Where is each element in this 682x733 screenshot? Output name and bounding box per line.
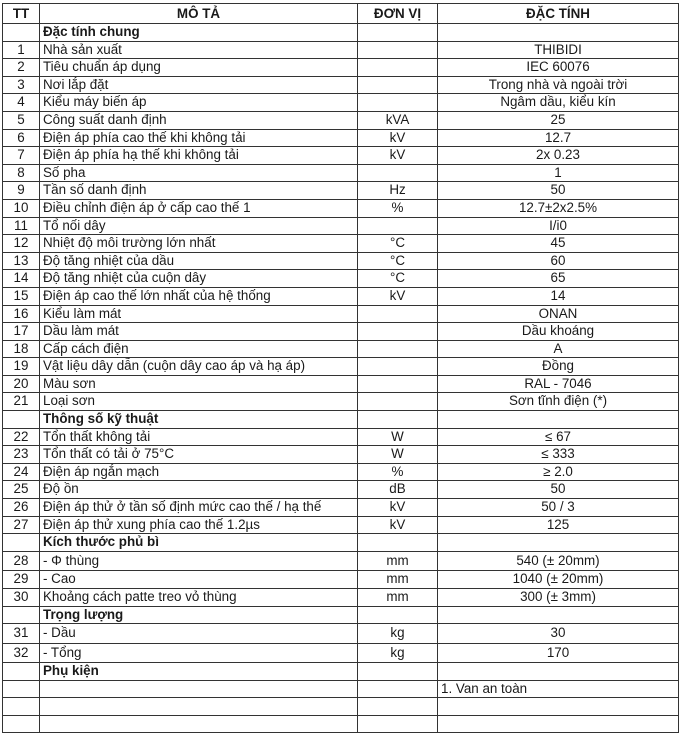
- row-unit: kV: [358, 287, 438, 305]
- row-number: 22: [3, 428, 40, 446]
- row-description: [40, 698, 358, 716]
- table-row: [3, 428, 679, 446]
- row-number: 4: [3, 94, 40, 112]
- row-number: 28: [3, 551, 40, 571]
- row-unit: [358, 164, 438, 182]
- row-number: 16: [3, 305, 40, 323]
- row-unit: [358, 59, 438, 77]
- row-description: Nơi lắp đặt: [40, 76, 358, 94]
- row-description: Điện áp phía hạ thế khi không tải: [40, 147, 358, 165]
- row-description: Khoảng cách patte treo vỏ thùng: [40, 588, 358, 606]
- row-unit: kV: [358, 147, 438, 165]
- row-number: [3, 24, 40, 42]
- row-description: Điều chỉnh điện áp ở cấp cao thế 1: [40, 199, 358, 217]
- row-number: 5: [3, 111, 40, 129]
- row-unit: [358, 94, 438, 112]
- row-number: 32: [3, 643, 40, 663]
- table-row: [3, 375, 679, 393]
- row-unit: Hz: [358, 182, 438, 200]
- row-description: Độ tăng nhiệt của cuộn dây: [40, 270, 358, 288]
- row-specification: 25: [438, 111, 679, 129]
- row-description: Nhà sản xuất: [40, 41, 358, 59]
- row-specification: [438, 698, 679, 716]
- row-description: - Cao: [40, 571, 358, 589]
- row-unit: %: [358, 463, 438, 481]
- row-specification: 12.7±2x2.5%: [438, 199, 679, 217]
- row-specification: Dầu khoáng: [438, 323, 679, 341]
- row-description: Số pha: [40, 164, 358, 182]
- row-specification: [438, 534, 679, 552]
- row-specification: 30: [438, 624, 679, 644]
- row-number: 30: [3, 588, 40, 606]
- row-unit: mm: [358, 588, 438, 606]
- row-number: [3, 606, 40, 624]
- row-specification: [438, 411, 679, 429]
- row-description: Điện áp cao thế lớn nhất của hệ thống: [40, 287, 358, 305]
- row-number: 25: [3, 481, 40, 499]
- row-unit: kg: [358, 643, 438, 663]
- table-row: [3, 76, 679, 94]
- row-specification: 1. Van an toàn: [438, 680, 679, 698]
- row-specification: ONAN: [438, 305, 679, 323]
- table-row: [3, 588, 679, 606]
- row-specification: 125: [438, 516, 679, 534]
- row-specification: [438, 663, 679, 681]
- table-row: [3, 516, 679, 534]
- row-number: [3, 534, 40, 552]
- row-specification: 1040 (± 20mm): [438, 571, 679, 589]
- row-number: 6: [3, 129, 40, 147]
- table-row: [3, 481, 679, 499]
- row-unit: [358, 606, 438, 624]
- row-unit: °C: [358, 235, 438, 253]
- row-unit: [358, 393, 438, 411]
- row-number: [3, 663, 40, 681]
- table-row: [3, 164, 679, 182]
- table-row: [3, 393, 679, 411]
- row-description: Cấp cách điện: [40, 340, 358, 358]
- row-unit: [358, 698, 438, 716]
- row-description: Nhiệt độ môi trường lớn nhất: [40, 235, 358, 253]
- row-unit: kV: [358, 516, 438, 534]
- row-number: 13: [3, 252, 40, 270]
- row-specification: I/i0: [438, 217, 679, 235]
- row-number: 14: [3, 270, 40, 288]
- row-description: Điện áp thử ở tần số định mức cao thế / hạ thế: [40, 499, 358, 517]
- header-tt: TT: [3, 4, 40, 24]
- row-description: Dầu làm mát: [40, 323, 358, 341]
- row-number: 2: [3, 59, 40, 77]
- row-description: Độ ồn: [40, 481, 358, 499]
- row-number: 7: [3, 147, 40, 165]
- row-specification: 1: [438, 164, 679, 182]
- table-row: [3, 499, 679, 517]
- row-number: 10: [3, 199, 40, 217]
- section-title: Phụ kiện: [40, 663, 358, 681]
- row-specification: A: [438, 340, 679, 358]
- row-specification: THIBIDI: [438, 41, 679, 59]
- row-unit: [358, 41, 438, 59]
- row-description: Tổn thất có tải ở 75°C: [40, 446, 358, 464]
- row-unit: [358, 340, 438, 358]
- table-row: [3, 624, 679, 644]
- row-number: 17: [3, 323, 40, 341]
- row-specification: 65: [438, 270, 679, 288]
- row-unit: [358, 663, 438, 681]
- spec-sheet: [2, 3, 678, 729]
- row-number: [3, 698, 40, 716]
- table-row: [3, 59, 679, 77]
- row-number: 21: [3, 393, 40, 411]
- row-unit: [358, 358, 438, 376]
- row-specification: 45: [438, 235, 679, 253]
- table-row: [3, 235, 679, 253]
- table-row: [3, 323, 679, 341]
- row-number: 23: [3, 446, 40, 464]
- row-specification: [438, 715, 679, 733]
- row-unit: [358, 217, 438, 235]
- row-number: 24: [3, 463, 40, 481]
- row-description: Công suất danh định: [40, 111, 358, 129]
- table-row: [3, 680, 679, 698]
- row-unit: [358, 411, 438, 429]
- row-unit: °C: [358, 270, 438, 288]
- row-specification: 2x 0.23: [438, 147, 679, 165]
- header-specification: ĐẶC TÍNH: [438, 4, 679, 24]
- table-row: [3, 270, 679, 288]
- row-number: [3, 411, 40, 429]
- row-description: Tần số danh định: [40, 182, 358, 200]
- row-specification: 14: [438, 287, 679, 305]
- table-header-row: [3, 4, 679, 24]
- row-description: Kiểu làm mát: [40, 305, 358, 323]
- row-unit: W: [358, 446, 438, 464]
- row-specification: ≥ 2.0: [438, 463, 679, 481]
- row-number: 1: [3, 41, 40, 59]
- row-description: Màu sơn: [40, 375, 358, 393]
- header-description: MÔ TẢ: [40, 4, 358, 24]
- row-specification: Ngâm dầu, kiểu kín: [438, 94, 679, 112]
- row-specification: 300 (± 3mm): [438, 588, 679, 606]
- table-row: [3, 94, 679, 112]
- row-description: Điện áp ngắn mạch: [40, 463, 358, 481]
- row-unit: %: [358, 199, 438, 217]
- table-row: [3, 715, 679, 733]
- row-specification: ≤ 333: [438, 446, 679, 464]
- table-row: [3, 463, 679, 481]
- table-row: [3, 217, 679, 235]
- row-unit: dB: [358, 481, 438, 499]
- section-title: Kích thước phủ bì: [40, 534, 358, 552]
- row-unit: W: [358, 428, 438, 446]
- row-number: 26: [3, 499, 40, 517]
- spec-table: [2, 3, 679, 733]
- row-number: 18: [3, 340, 40, 358]
- row-specification: 50: [438, 481, 679, 499]
- row-number: 15: [3, 287, 40, 305]
- row-number: 9: [3, 182, 40, 200]
- row-specification: 540 (± 20mm): [438, 551, 679, 571]
- row-specification: [438, 24, 679, 42]
- row-specification: 60: [438, 252, 679, 270]
- table-row: [3, 129, 679, 147]
- row-unit: kVA: [358, 111, 438, 129]
- section-row: [3, 663, 679, 681]
- row-unit: mm: [358, 551, 438, 571]
- row-description: Tiêu chuẩn áp dụng: [40, 59, 358, 77]
- table-row: [3, 199, 679, 217]
- row-number: 20: [3, 375, 40, 393]
- table-row: [3, 446, 679, 464]
- row-unit: [358, 375, 438, 393]
- row-number: 31: [3, 624, 40, 644]
- row-unit: [358, 680, 438, 698]
- row-specification: Đồng: [438, 358, 679, 376]
- section-title: Thông số kỹ thuật: [40, 411, 358, 429]
- row-specification: [438, 606, 679, 624]
- row-unit: kg: [358, 624, 438, 644]
- table-row: [3, 147, 679, 165]
- table-row: [3, 571, 679, 589]
- table-row: [3, 358, 679, 376]
- row-unit: [358, 305, 438, 323]
- table-row: [3, 182, 679, 200]
- row-unit: mm: [358, 571, 438, 589]
- table-row: [3, 643, 679, 663]
- section-row: [3, 534, 679, 552]
- row-number: 8: [3, 164, 40, 182]
- row-specification: ≤ 67: [438, 428, 679, 446]
- row-specification: 12.7: [438, 129, 679, 147]
- row-unit: [358, 24, 438, 42]
- row-specification: 170: [438, 643, 679, 663]
- table-row: [3, 340, 679, 358]
- table-row: [3, 252, 679, 270]
- row-description: Loại sơn: [40, 393, 358, 411]
- row-number: 19: [3, 358, 40, 376]
- table-row: [3, 287, 679, 305]
- row-number: 3: [3, 76, 40, 94]
- row-number: 11: [3, 217, 40, 235]
- row-specification: Sơn tĩnh điện (*): [438, 393, 679, 411]
- row-unit: °C: [358, 252, 438, 270]
- row-description: Tổn thất không tải: [40, 428, 358, 446]
- row-specification: IEC 60076: [438, 59, 679, 77]
- row-number: 12: [3, 235, 40, 253]
- row-number: [3, 715, 40, 733]
- row-unit: kV: [358, 129, 438, 147]
- section-title: Trọng lượng: [40, 606, 358, 624]
- row-description: Điện áp phía cao thế khi không tải: [40, 129, 358, 147]
- row-description: Độ tăng nhiệt của dầu: [40, 252, 358, 270]
- header-unit: ĐƠN VỊ: [358, 4, 438, 24]
- row-description: Điện áp thử xung phía cao thế 1.2µs: [40, 516, 358, 534]
- row-number: 29: [3, 571, 40, 589]
- table-row: [3, 111, 679, 129]
- table-row: [3, 305, 679, 323]
- row-description: Kiểu máy biến áp: [40, 94, 358, 112]
- section-row: [3, 24, 679, 42]
- row-description: Vật liệu dây dẫn (cuộn dây cao áp và hạ áp): [40, 358, 358, 376]
- row-unit: [358, 715, 438, 733]
- table-row: [3, 41, 679, 59]
- row-description: - Dầu: [40, 624, 358, 644]
- row-description: [40, 680, 358, 698]
- row-unit: [358, 76, 438, 94]
- row-unit: [358, 534, 438, 552]
- row-description: [40, 715, 358, 733]
- row-number: [3, 680, 40, 698]
- table-row: [3, 551, 679, 571]
- row-specification: 50: [438, 182, 679, 200]
- row-description: Tổ nối dây: [40, 217, 358, 235]
- row-specification: 50 / 3: [438, 499, 679, 517]
- table-row: [3, 698, 679, 716]
- section-row: [3, 606, 679, 624]
- row-description: - Φ thùng: [40, 551, 358, 571]
- row-unit: kV: [358, 499, 438, 517]
- row-unit: [358, 323, 438, 341]
- row-description: - Tổng: [40, 643, 358, 663]
- row-specification: RAL - 7046: [438, 375, 679, 393]
- section-title: Đặc tính chung: [40, 24, 358, 42]
- section-row: [3, 411, 679, 429]
- row-specification: Trong nhà và ngoài trời: [438, 76, 679, 94]
- row-number: 27: [3, 516, 40, 534]
